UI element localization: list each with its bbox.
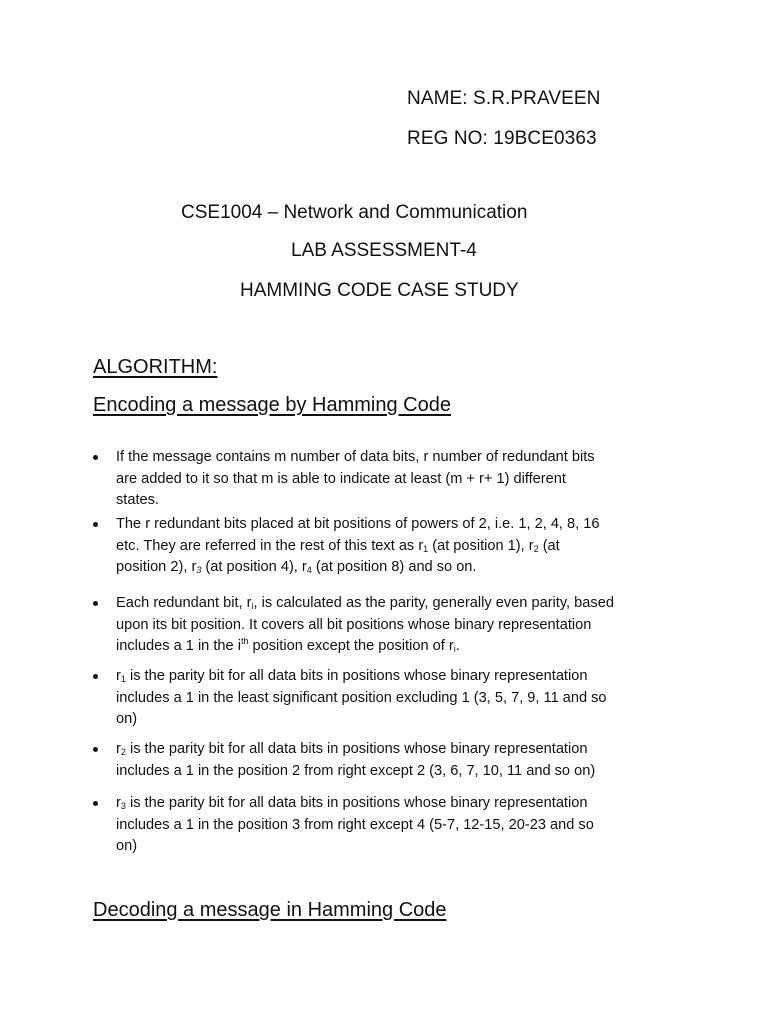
study-title: HAMMING CODE CASE STUDY: [240, 280, 519, 301]
bullet-dot: [93, 674, 98, 679]
decoding-heading: Decoding a message in Hamming Code: [93, 899, 447, 921]
bullet-dot: [93, 522, 98, 527]
course-title: CSE1004 – Network and Communication: [181, 202, 528, 223]
bullet-dot: [93, 601, 98, 606]
list-item-text: $r_1$ is the parity bit for all data bits in positions whose binary representation includes a 1 in the least significant position excluding 1 (3, 5, 7, 9, 11 and so on): [116, 668, 607, 727]
encoding-heading: Encoding a message by Hamming Code: [93, 394, 451, 416]
algorithm-heading: ALGORITHM:: [93, 356, 218, 378]
list-item-text: Each redundant bit, $r_i$, is calculated as the parity, generally even parity, based upon its bit position. It covers all bit positions whose binary representation includes a 1 in the $i^{th}$ position except the position of $r_i$.: [116, 595, 614, 654]
list-item-text: The r redundant bits placed at bit positions of powers of 2, i.e. 1, 2, 4, 8, 16 etc. They are referred in the rest of this text as $r_1$ (at position 1), $r_2$ (at position 2), $r_3$ (at position 4), $r_4$ (at position 8) and so on.: [116, 516, 600, 575]
list-item-text: $r_2$ is the parity bit for all data bits in positions whose binary representation includes a 1 in the position 2 from right except 2 (3, 6, 7, 10, 11 and so on): [116, 741, 596, 779]
lab-title: LAB ASSESSMENT-4: [291, 240, 477, 261]
algorithm-bullet-list: [93, 447, 677, 857]
bullet-dot: [93, 455, 98, 460]
bullet-dot: [93, 747, 98, 752]
registration-number: REG NO: 19BCE0363: [407, 128, 597, 149]
list-item-text: $r_3$ is the parity bit for all data bits in positions whose binary representation includes a 1 in the position 3 from right except 4 (5-7, 12-15, 20-23 and so on): [116, 795, 594, 854]
list-item-text: If the message contains m number of data bits, r number of redundant bits are added to it so that m is able to indicate at least (m + r+ 1) different states.: [116, 449, 595, 508]
bullet-dot: [93, 801, 98, 806]
student-name: NAME: S.R.PRAVEEN: [407, 88, 601, 109]
